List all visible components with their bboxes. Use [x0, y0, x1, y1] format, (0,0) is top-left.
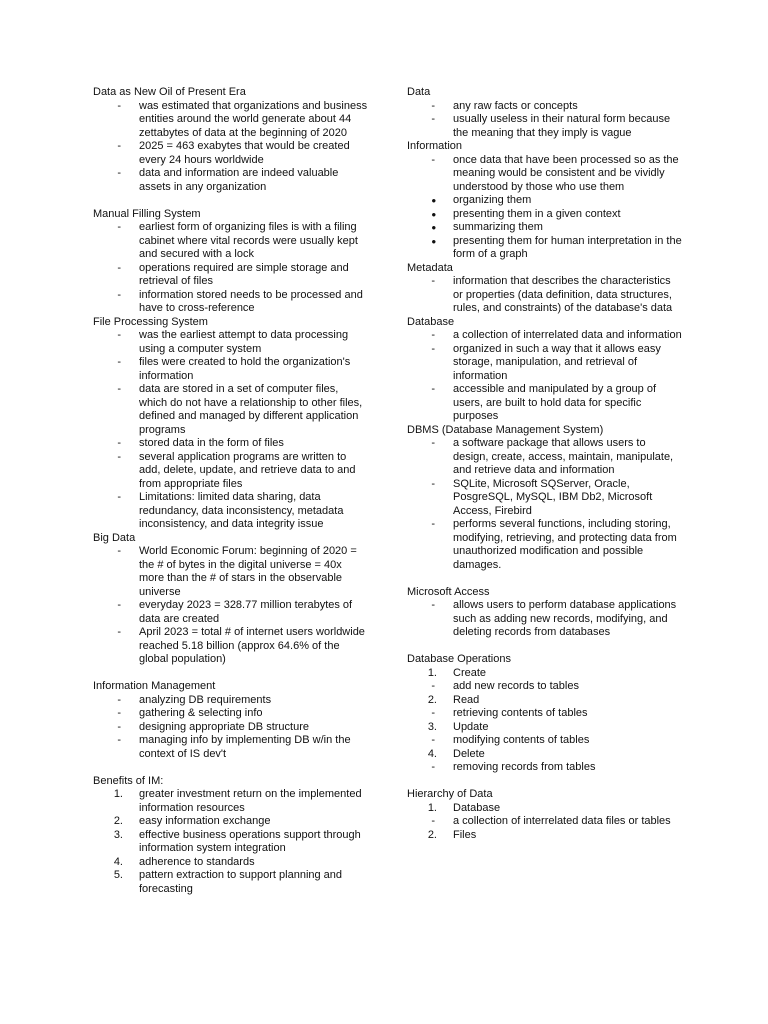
list-item-text: pattern extraction to support planning and forecasting: [139, 869, 343, 895]
dash-marker: -: [117, 383, 121, 395]
section-list: [407, 154, 682, 262]
list-item: [93, 329, 368, 356]
list-item: [93, 829, 368, 856]
dash-marker: -: [117, 450, 121, 463]
list-item-text: summarizing them: [453, 221, 543, 233]
section-heading: Data as New Oil of Present Era: [93, 86, 246, 98]
list-item: [93, 856, 368, 870]
list-item: [93, 815, 368, 829]
section-heading: Benefits of IM:: [93, 774, 164, 787]
list-item: [93, 599, 368, 626]
list-item: [93, 451, 368, 492]
list-item: [407, 383, 682, 424]
section-list: [407, 802, 682, 843]
section-heading: Database Operations: [407, 653, 511, 665]
list-item: [407, 154, 682, 195]
section-spacer: [93, 761, 368, 775]
list-item-text: presenting them in a given context: [453, 207, 621, 220]
list-item: [407, 208, 682, 222]
list-item-text: allows users to perform database applications such as adding new records, modifying, and deleting records from databases: [453, 599, 677, 638]
right-column: [407, 86, 682, 842]
list-item-text: a software package that allows users to design, create, access, maintain, manipulate, and retrieve data and information: [453, 437, 674, 476]
list-item-text: presenting them for human interpretation in the form of a graph: [453, 234, 682, 260]
list-item-text: stored data in the form of files: [139, 437, 284, 449]
dash-marker: -: [117, 599, 121, 611]
list-item-text: April 2023 = total # of internet users worldwide reached 5.18 billion (approx 64.6% of the global population): [139, 626, 365, 665]
dash-marker: -: [431, 518, 435, 530]
list-item: [407, 478, 682, 519]
section-list: [407, 599, 682, 640]
dash-marker: -: [117, 140, 121, 152]
list-item-text: designing appropriate DB structure: [139, 720, 309, 733]
list-item: [93, 626, 368, 667]
list-item-text: managing info by implementing DB w/in the context of IS dev't: [139, 734, 351, 760]
bullet-marker: •: [431, 233, 436, 249]
list-item-text: any raw facts or concepts: [453, 99, 578, 112]
section-list: [407, 437, 682, 572]
section-list: [407, 100, 682, 141]
list-item: [407, 343, 682, 384]
list-item: [407, 815, 682, 829]
dash-marker: -: [431, 113, 435, 125]
number-marker: 2.: [427, 828, 437, 841]
dash-marker: -: [431, 99, 435, 112]
section-data-as-new-oil-of-present-era: [93, 86, 368, 208]
dash-marker: -: [431, 599, 435, 611]
number-marker: 3.: [113, 828, 123, 841]
list-item-text: World Economic Forum: beginning of 2020 = the # of bytes in the digital universe = 40x more than the # of stars in the observable universe: [139, 545, 357, 598]
dash-marker: -: [117, 734, 121, 746]
list-item-text: was estimated that organizations and business entities around the world generate about 44 zettabytes of data at the beginning of 2020: [139, 99, 368, 139]
section-spacer: [93, 667, 368, 681]
section-database: [407, 316, 682, 424]
list-item: [407, 113, 682, 140]
list-item-text: accessible and manipulated by a group of users, are built to hold data for specific purposes: [453, 383, 657, 422]
list-item: [407, 221, 682, 235]
list-item-text: 2025 = 463 exabytes that would be created every 24 hours worldwide: [139, 140, 350, 166]
number-marker: 2.: [427, 693, 437, 706]
list-item-text: Files: [453, 828, 477, 841]
dash-marker: -: [431, 680, 435, 692]
list-item-text: easy information exchange: [139, 815, 271, 827]
section-list: [93, 100, 368, 195]
section-spacer: [407, 640, 682, 654]
list-item-text: add new records to tables: [453, 680, 579, 692]
section-spacer: [407, 572, 682, 586]
list-item: [407, 275, 682, 316]
list-item: [407, 761, 682, 775]
section-spacer: [93, 194, 368, 208]
section-dbms-database-management-system: [407, 424, 682, 586]
section-spacer: [407, 775, 682, 789]
list-item-text: performs several functions, including storing, modifying, retrieving, and protecting data from unauthorized modification and possible damages.: [453, 518, 677, 571]
section-data: [407, 86, 682, 140]
section-big-data: [93, 532, 368, 681]
section-heading: File Processing System: [93, 315, 208, 328]
section-list: [93, 545, 368, 667]
number-marker: 4.: [427, 747, 437, 760]
section-heading: Database: [407, 315, 455, 328]
list-item: [407, 748, 682, 762]
section-list: [407, 329, 682, 424]
list-item-text: Read: [453, 693, 480, 706]
list-item: [93, 734, 368, 761]
list-item-text: Create: [453, 666, 487, 679]
list-item-text: effective business operations support through information system integration: [139, 828, 361, 854]
number-marker: 1.: [427, 666, 437, 679]
list-item: [93, 788, 368, 815]
list-item: [407, 437, 682, 478]
list-item-text: SQLite, Microsoft SQServer, Oracle, PosgreSQL, MySQL, IBM Db2, Microsoft Access, Firebird: [453, 477, 653, 517]
section-benefits-of-im: [93, 775, 368, 897]
dash-marker: -: [117, 707, 121, 719]
list-item-text: operations required are simple storage and retrieval of files: [139, 261, 349, 287]
section-metadata: [407, 262, 682, 316]
list-item-text: a collection of interrelated data and information: [453, 329, 682, 341]
section-heading: Information: [407, 140, 463, 152]
number-marker: 1.: [113, 788, 123, 800]
left-column: [93, 86, 368, 896]
section-list: [93, 788, 368, 896]
list-item-text: retrieving contents of tables: [453, 707, 588, 719]
list-item: [93, 262, 368, 289]
section-hierarchy-of-data: [407, 788, 682, 842]
dash-marker: -: [117, 288, 121, 301]
number-marker: 2.: [113, 815, 123, 827]
bullet-marker: •: [431, 220, 436, 235]
dash-marker: -: [431, 477, 435, 490]
list-item: [407, 235, 682, 262]
number-marker: 1.: [427, 801, 437, 814]
list-item-text: was the earliest attempt to data processing using a computer system: [139, 329, 349, 355]
section-list: [93, 221, 368, 316]
list-item: [407, 802, 682, 816]
number-marker: 4.: [113, 855, 123, 868]
list-item: [407, 194, 682, 208]
section-information: [407, 140, 682, 262]
list-item: [407, 599, 682, 640]
list-item: [407, 680, 682, 694]
dash-marker: -: [431, 342, 435, 355]
section-heading: Big Data: [93, 531, 136, 544]
dash-marker: -: [117, 167, 121, 179]
list-item: [93, 356, 368, 383]
list-item-text: files were created to hold the organization's information: [139, 356, 351, 382]
list-item: [93, 545, 368, 599]
dash-marker: -: [117, 99, 121, 112]
list-item-text: adherence to standards: [139, 855, 255, 868]
list-item-text: gathering & selecting info: [139, 707, 263, 719]
list-item: [93, 491, 368, 532]
list-item: [407, 694, 682, 708]
list-item-text: Database: [453, 801, 501, 814]
list-item: [407, 707, 682, 721]
section-list: [93, 329, 368, 532]
section-information-management: [93, 680, 368, 775]
list-item-text: Limitations: limited data sharing, data redundancy, data inconsistency, metadata inconsistency, and data integrity issue: [139, 491, 344, 530]
dash-marker: -: [431, 815, 435, 827]
section-list: [93, 694, 368, 762]
list-item: [93, 140, 368, 167]
list-item: [93, 869, 368, 896]
list-item: [407, 734, 682, 748]
list-item-text: removing records from tables: [453, 761, 596, 773]
list-item: [93, 383, 368, 437]
list-item-text: usually useless in their natural form because the meaning that they imply is vague: [453, 113, 671, 139]
list-item-text: organizing them: [453, 194, 532, 206]
dash-marker: -: [431, 437, 435, 449]
section-heading: DBMS (Database Management System): [407, 423, 604, 436]
section-microsoft-access: [407, 586, 682, 654]
section-list: [407, 275, 682, 316]
list-item: [407, 721, 682, 735]
section-list: [407, 667, 682, 775]
dash-marker: -: [431, 153, 435, 166]
dash-marker: -: [117, 437, 121, 449]
list-item: [93, 694, 368, 708]
list-item: [93, 707, 368, 721]
dash-marker: -: [117, 626, 121, 638]
list-item-text: Delete: [453, 747, 485, 760]
list-item-text: organized in such a way that it allows easy storage, manipulation, and retrieval of information: [453, 342, 661, 382]
list-item: [93, 437, 368, 451]
dash-marker: -: [431, 707, 435, 719]
list-item-text: modifying contents of tables: [453, 734, 590, 746]
dash-marker: -: [117, 545, 121, 557]
list-item-text: once data that have been processed so as the meaning would be consistent and be vividly understood by those who use them: [453, 153, 679, 193]
list-item: [93, 221, 368, 262]
list-item-text: greater investment return on the implemented information resources: [139, 788, 362, 814]
dash-marker: -: [117, 329, 121, 341]
list-item: [407, 518, 682, 572]
list-item: [93, 289, 368, 316]
list-item-text: earliest form of organizing files is with a filing cabinet where vital records were usually kept and secured with a lock: [139, 221, 358, 260]
section-database-operations: [407, 653, 682, 788]
section-heading: Hierarchy of Data: [407, 788, 493, 800]
bullet-marker: •: [431, 206, 436, 222]
section-manual-filling-system: [93, 208, 368, 316]
list-item: [407, 667, 682, 681]
list-item: [407, 100, 682, 114]
section-heading: Microsoft Access: [407, 585, 490, 598]
section-heading: Manual Filling System: [93, 207, 201, 220]
dash-marker: -: [117, 356, 121, 368]
dash-marker: -: [117, 720, 121, 733]
list-item: [93, 721, 368, 735]
list-item-text: everyday 2023 = 328.77 million terabytes of data are created: [139, 599, 353, 625]
list-item: [93, 167, 368, 194]
list-item: [407, 329, 682, 343]
dash-marker: -: [431, 275, 435, 287]
number-marker: 5.: [113, 869, 123, 881]
dash-marker: -: [117, 693, 121, 706]
dash-marker: -: [431, 734, 435, 746]
list-item-text: information stored needs to be processed and have to cross-reference: [139, 288, 363, 314]
list-item-text: information that describes the characteristics or properties (data definition, data structures, rules, and constraints) of the database's data: [453, 275, 673, 314]
dash-marker: -: [431, 383, 435, 395]
list-item-text: data are stored in a set of computer files, which do not have a relationship to other files, defined and managed by different application programs: [139, 383, 363, 436]
list-item-text: several application programs are written to add, delete, update, and retrieve data to and from appropriate files: [139, 450, 356, 490]
bullet-marker: •: [431, 193, 436, 208]
section-heading: Information Management: [93, 680, 216, 692]
dash-marker: -: [431, 761, 435, 773]
number-marker: 3.: [427, 720, 437, 733]
list-item-text: data and information are indeed valuable assets in any organization: [139, 167, 339, 193]
dash-marker: -: [117, 261, 121, 274]
dash-marker: -: [117, 491, 121, 503]
list-item: [407, 829, 682, 843]
list-item-text: Update: [453, 720, 489, 733]
section-heading: Data: [407, 86, 431, 98]
list-item-text: a collection of interrelated data files or tables: [453, 815, 671, 827]
list-item: [93, 100, 368, 141]
dash-marker: -: [117, 221, 121, 233]
section-file-processing-system: [93, 316, 368, 532]
section-heading: Metadata: [407, 261, 453, 274]
dash-marker: -: [431, 329, 435, 341]
list-item-text: analyzing DB requirements: [139, 693, 272, 706]
